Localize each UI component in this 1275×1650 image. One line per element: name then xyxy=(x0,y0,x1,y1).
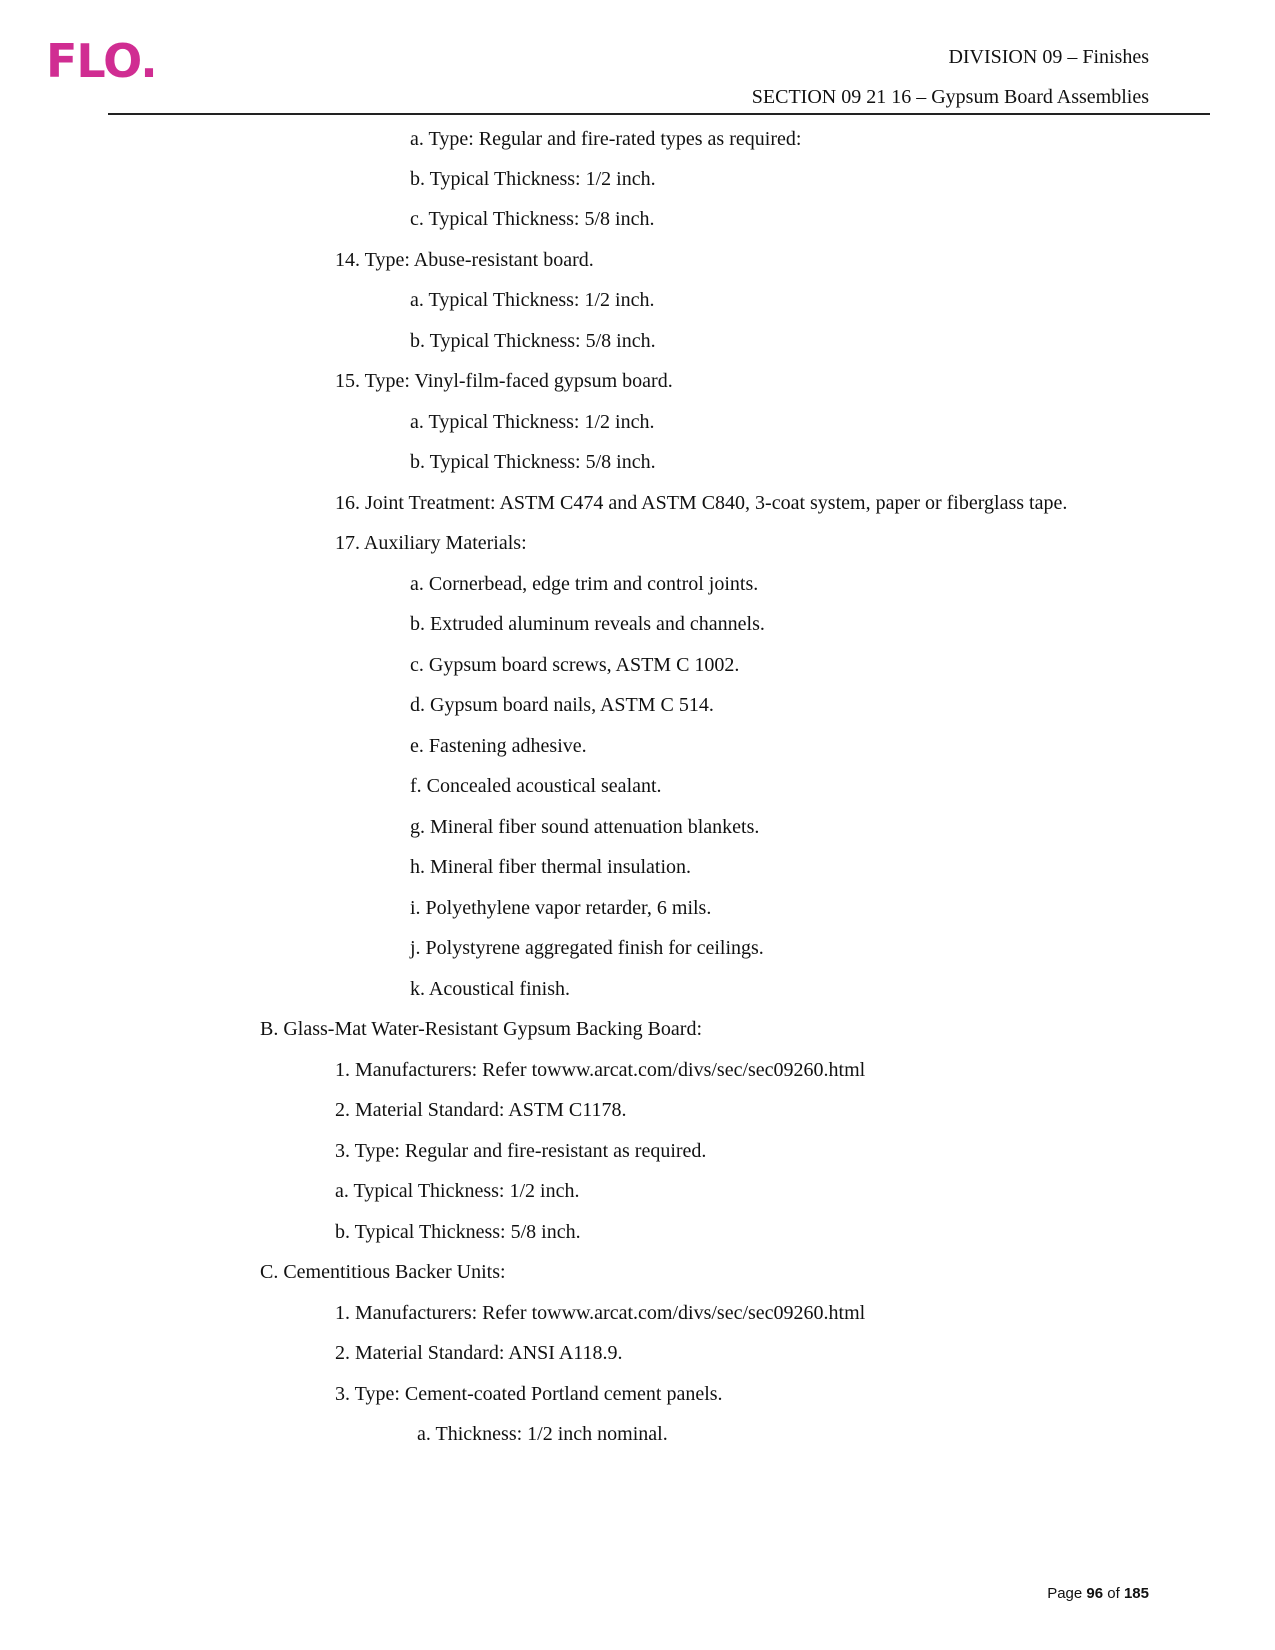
list-item: 1. Manufacturers: Refer towww.arcat.com/divs/sec/sec09260.html xyxy=(335,1059,866,1081)
list-item: g. Mineral fiber sound attenuation blankets. xyxy=(410,816,760,838)
list-item: j. Polystyrene aggregated finish for ceilings. xyxy=(410,937,764,959)
list-item: f. Concealed acoustical sealant. xyxy=(410,775,662,797)
list-item: c. Gypsum board screws, ASTM C 1002. xyxy=(410,654,740,676)
list-item: 1. Manufacturers: Refer towww.arcat.com/divs/sec/sec09260.html xyxy=(335,1302,866,1324)
list-item: a. Type: Regular and fire-rated types as required: xyxy=(410,128,802,150)
list-item: a. Thickness: 1/2 inch nominal. xyxy=(417,1423,668,1445)
list-item: 15. Type: Vinyl-film-faced gypsum board. xyxy=(335,370,673,392)
division-title: DIVISION 09 – Finishes xyxy=(948,46,1149,68)
list-item: 14. Type: Abuse-resistant board. xyxy=(335,249,594,271)
list-item: 3. Type: Regular and fire-resistant as required. xyxy=(335,1140,707,1162)
list-item: b. Typical Thickness: 1/2 inch. xyxy=(410,168,656,190)
list-item: b. Extruded aluminum reveals and channels. xyxy=(410,613,765,635)
page-footer xyxy=(1047,1585,1149,1603)
list-item: k. Acoustical finish. xyxy=(410,978,570,1000)
list-item: c. Typical Thickness: 5/8 inch. xyxy=(410,208,655,230)
list-item: b. Typical Thickness: 5/8 inch. xyxy=(410,451,656,473)
of-label: of xyxy=(1107,1585,1120,1602)
page-number: 96 xyxy=(1086,1585,1104,1602)
flo-logo xyxy=(46,34,157,88)
list-item: a. Cornerbead, edge trim and control joints. xyxy=(410,573,759,595)
list-item: 3. Type: Cement-coated Portland cement panels. xyxy=(335,1383,723,1405)
header-divider xyxy=(108,113,1210,115)
section-heading: C. Cementitious Backer Units: xyxy=(260,1261,506,1283)
list-item: a. Typical Thickness: 1/2 inch. xyxy=(335,1180,580,1202)
list-item: d. Gypsum board nails, ASTM C 514. xyxy=(410,694,714,716)
list-item: a. Typical Thickness: 1/2 inch. xyxy=(410,411,655,433)
list-item: 2. Material Standard: ANSI A118.9. xyxy=(335,1342,623,1364)
logo-wordmark: FLO xyxy=(46,34,141,88)
list-item: a. Typical Thickness: 1/2 inch. xyxy=(410,289,655,311)
list-item: 2. Material Standard: ASTM C1178. xyxy=(335,1099,627,1121)
logo-dot: . xyxy=(140,34,157,88)
section-title: SECTION 09 21 16 – Gypsum Board Assemblies xyxy=(751,86,1149,108)
page-label: Page xyxy=(1047,1585,1083,1602)
list-item: i. Polyethylene vapor retarder, 6 mils. xyxy=(410,897,712,919)
list-item: h. Mineral fiber thermal insulation. xyxy=(410,856,692,878)
list-item: 16. Joint Treatment: ASTM C474 and ASTM C840, 3-coat system, paper or fiberglass tape. xyxy=(335,492,1068,514)
section-heading: B. Glass-Mat Water-Resistant Gypsum Backing Board: xyxy=(260,1018,703,1040)
list-item: e. Fastening adhesive. xyxy=(410,735,587,757)
list-item: 17. Auxiliary Materials: xyxy=(335,532,527,554)
list-item: b. Typical Thickness: 5/8 inch. xyxy=(410,330,656,352)
list-item: b. Typical Thickness: 5/8 inch. xyxy=(335,1221,581,1243)
total-pages: 185 xyxy=(1123,1585,1149,1602)
